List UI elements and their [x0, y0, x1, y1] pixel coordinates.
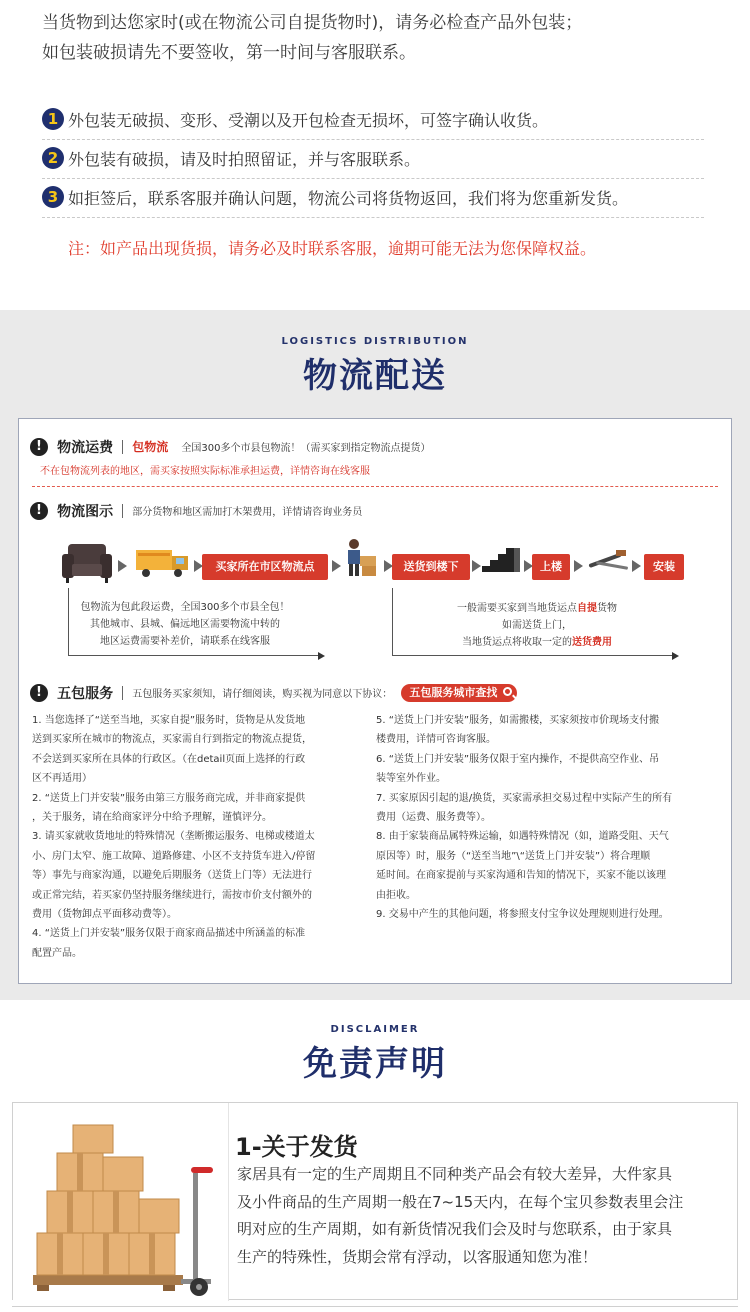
step-city-logistics-point: 买家所在市区物流点	[202, 554, 328, 580]
disclaimer-body-line: 家居具有一定的生产周期且不同种类产品会有较大差异，大件家具	[237, 1165, 673, 1183]
disclaimer-cn-title: 免责声明	[303, 1044, 447, 1084]
notice-item-text: 外包装有破损，请及时拍照留证，并与客服联系。	[68, 150, 421, 169]
term-line: 装等室外作业。	[376, 773, 446, 785]
term-line: ，关于服务，请在给商家评分中给予理解，谨慎评分。	[32, 812, 272, 824]
terms-right	[376, 711, 722, 924]
fee-header	[30, 436, 430, 456]
tools-icon	[586, 546, 632, 576]
logistics-cn-title: 物流配送	[303, 356, 447, 396]
disclaimer-body-line: 生产的特殊性，货期会常有浮动，以客服通知您为准！	[237, 1247, 598, 1266]
step-install: 安装	[644, 554, 684, 580]
term-line: 9. 交易中产生的其他问题，将参照支付宝争议处理规则进行处理。	[376, 909, 669, 921]
fee-title: 物流运费	[57, 439, 114, 456]
arrow-right-icon	[332, 560, 341, 572]
number-1-icon: 1	[42, 108, 64, 130]
disclaimer-en-title: DISCLAIMER	[330, 1024, 420, 1035]
notice-intro-line1: 当货物到达您家时(或在物流公司自提货物时)，请务必检查产品外包装；	[42, 13, 583, 33]
divider	[122, 504, 123, 518]
disclaimer-item-body	[237, 1161, 737, 1271]
damage-note: 注：如产品出现货损，请务必及时联系客服，逾期可能无法为您保障权益。	[68, 239, 597, 258]
bracket-arrow-icon	[318, 652, 325, 660]
right-desc-highlight: 自提	[577, 603, 597, 614]
right-desc-text: 一般需要买家到当地货运点	[457, 603, 577, 614]
term-line: 等）事先与商家沟通，以避免后期服务（送货上门等）无法进行	[32, 870, 312, 882]
term-line: 费用（货物卸点平面移动费等）。	[32, 909, 177, 921]
service-city-search-label: 五包服务城市查找	[409, 685, 498, 699]
exclamation-icon: !	[30, 684, 48, 702]
left-bracket	[68, 588, 318, 656]
arrow-right-icon	[574, 560, 583, 572]
disclaimer-body-line: 及小件商品的生产周期一般在7~15天内，在每个宝贝参数表里会注	[237, 1192, 684, 1211]
divider	[122, 440, 123, 454]
logistics-en-title: LOGISTICS DISTRIBUTION	[281, 336, 469, 347]
next-panel-edge	[12, 1306, 738, 1312]
right-bracket	[392, 588, 672, 656]
right-desc-line-2: 如需送货上门，	[502, 620, 572, 631]
fee-sub-note: 不在包物流列表的地区，需买家按照实际标准承担运费，详情咨询在线客服	[40, 466, 370, 477]
sofa-icon	[60, 536, 114, 584]
term-line: 区不再适用）	[32, 773, 92, 785]
right-desc-text: 货物	[597, 603, 617, 614]
term-line: 延时间。在商家提前与买家沟通和告知的情况下，买家不能以该理	[376, 870, 666, 882]
service-header	[30, 682, 517, 702]
term-line: 配置产品。	[32, 947, 82, 959]
delivery-man-icon	[342, 538, 382, 578]
term-line: 原因等）时，服务（“送至当地”\“送货上门并安装”）将合理顺	[376, 850, 651, 862]
step-upstairs: 上楼	[532, 554, 570, 580]
left-desc-line: 其他城市、县城、偏远地区需要物流中转的	[90, 619, 280, 630]
right-desc-text: 当地货运点将收取一定的	[462, 637, 572, 648]
receiving-notice	[0, 0, 750, 310]
term-line: 或正常完结，若买家仍坚持服务继续进行，需按市价支付额外的	[32, 889, 312, 901]
service-desc: 五包服务买家须知，请仔细阅读，购买视为同意以下协议：	[132, 689, 393, 700]
disclaimer-panel	[12, 1102, 738, 1300]
term-line: 3. 请买家就收货地址的特殊情况（垄断搬运服务、电梯或楼道太	[32, 831, 315, 843]
left-desc-line: 包物流为包此段运费，全国300多个市县全包！	[80, 602, 290, 613]
term-line: 6. “送货上门并安装”服务仅限于室内操作，不提供高空作业、吊	[376, 753, 660, 765]
exclamation-icon: !	[30, 438, 48, 456]
fee-desc: 全国300多个市县包物流！（需买家到指定物流点提货）	[181, 443, 431, 454]
arrow-right-icon	[632, 560, 641, 572]
notice-item-2	[42, 143, 704, 179]
diagram-header	[30, 500, 362, 520]
arrow-right-icon	[118, 560, 127, 572]
term-line: 4. “送货上门并安装”服务仅限于商家商品描述中所涵盖的标准	[32, 928, 306, 940]
service-title: 五包服务	[57, 685, 114, 702]
notice-intro-line2: 如包装破损请先不要签收，第一时间与客服联系。	[42, 43, 416, 63]
fee-tag: 包物流	[132, 440, 169, 454]
arrow-right-icon	[472, 560, 481, 572]
notice-intro	[42, 8, 722, 68]
number-2-icon: 2	[42, 147, 64, 169]
right-desc-highlight: 送货费用	[572, 637, 612, 648]
stairs-icon	[482, 548, 522, 574]
term-line: 8. 由于家装商品属特殊运输，如遇特殊情况（如，道路受阻、天气	[376, 831, 669, 843]
search-icon	[503, 687, 512, 696]
boxes-hand-truck-icon	[13, 1103, 229, 1301]
term-line: 不会送到买家所在具体的行政区。（在detail页面上选择的行政	[32, 753, 306, 765]
term-line: 费用（运费、服务费等）。	[376, 812, 491, 824]
term-line: 送到买家所在城市的物流点，买家需自行到指定的物流点提货，	[32, 734, 312, 746]
diagram-desc: 部分货物和地区需加打木架费用，详情请咨询业务员	[132, 507, 363, 518]
divider	[122, 686, 123, 700]
diagram-title: 物流图示	[57, 503, 114, 520]
term-line: 小、房门太窄、施工故障、道路修建、小区不支持货车进入/停留	[32, 850, 316, 862]
term-line: 楼费用，详情可咨询客服。	[376, 734, 496, 746]
number-3-icon: 3	[42, 186, 64, 208]
truck-icon	[134, 546, 192, 580]
term-line: 2. “送货上门并安装”服务由第三方服务商完成，并非商家提供	[32, 792, 306, 804]
notice-item-text: 如拒签后，联系客服并确认问题，物流公司将货物返回，我们将为您重新发货。	[68, 189, 629, 208]
step-deliver-downstairs: 送货到楼下	[392, 554, 470, 580]
term-line: 7. 买家原因引起的退/换货，买家需承担交易过程中实际产生的所有	[376, 792, 673, 804]
bracket-arrow-icon	[672, 652, 679, 660]
left-desc-line: 地区运费需要补差价，请联系在线客服	[100, 636, 270, 647]
term-line: 5. “送货上门并安装”服务，如需搬楼，买家须按市价现场支付搬	[376, 715, 660, 726]
term-line: 由拒收。	[376, 889, 416, 901]
notice-item-1	[42, 104, 704, 140]
terms-left	[32, 711, 368, 963]
service-city-search-button[interactable]	[401, 684, 517, 702]
disclaimer-body-line: 明对应的生产周期，如有新货情况我们会及时与您联系，由于家具	[237, 1220, 673, 1238]
dashed-divider	[32, 486, 718, 487]
term-line: 1. 当您选择了“送至当地，买家自提”服务时，货物是从发货地	[32, 715, 306, 726]
disclaimer-item-title: 1-关于发货	[235, 1133, 358, 1161]
notice-item-text: 外包装无破损、变形、受潮以及开包检查无损坏，可签字确认收货。	[68, 111, 549, 130]
exclamation-icon: !	[30, 502, 48, 520]
notice-item-3	[42, 182, 704, 218]
cardboard-boxes-image	[13, 1103, 229, 1301]
